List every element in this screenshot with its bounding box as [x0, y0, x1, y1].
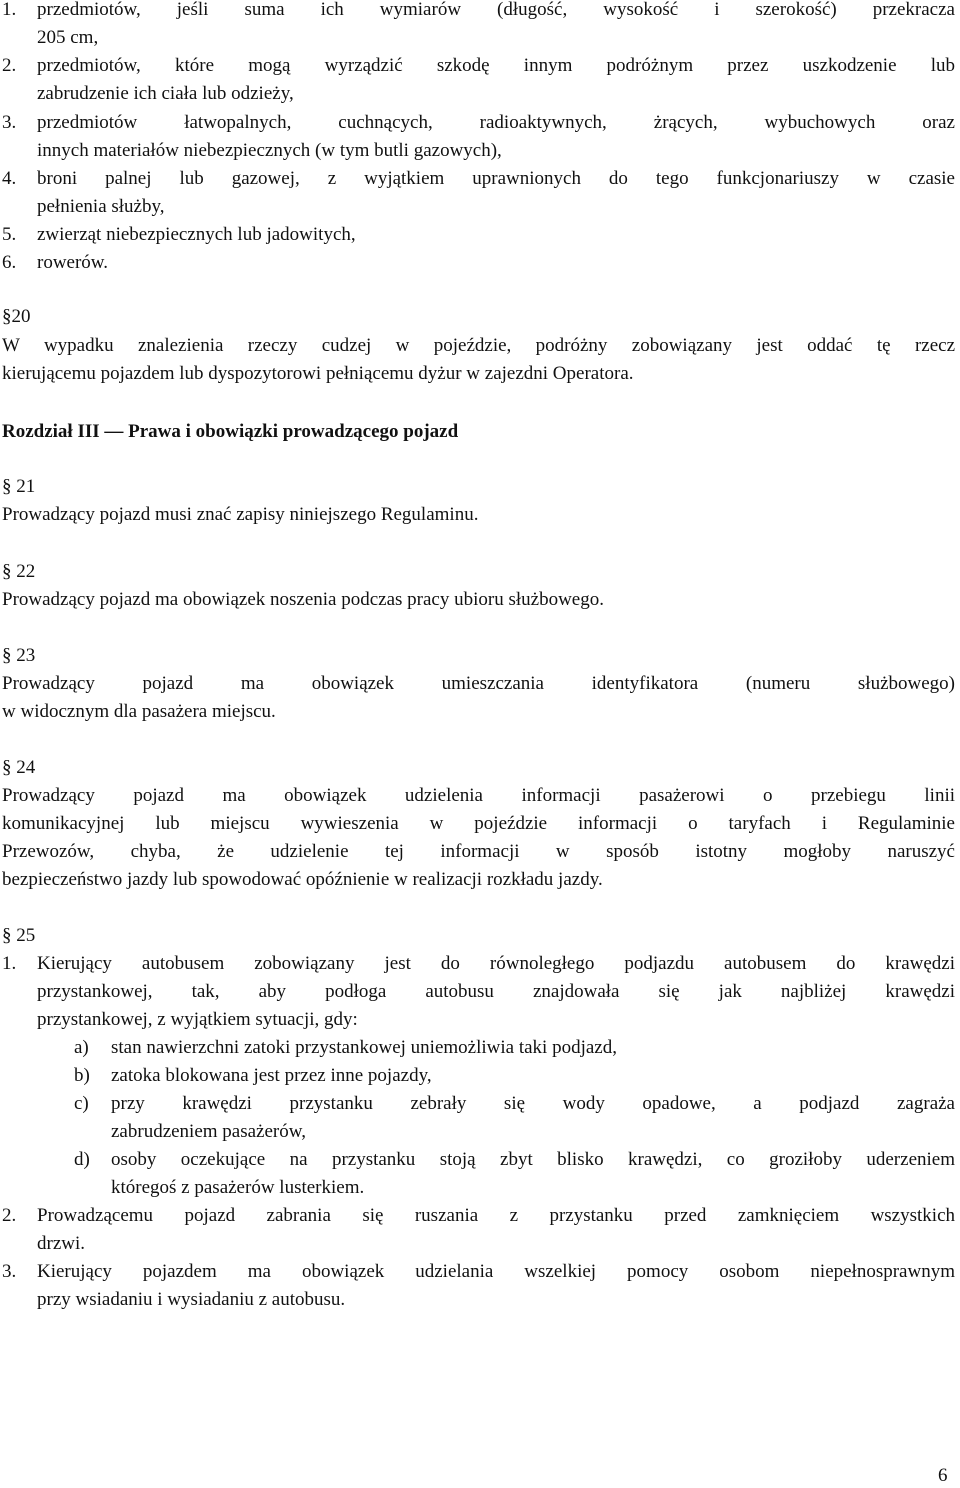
section-number — [2, 924, 35, 948]
section-sign: § — [2, 306, 12, 327]
section-text: w widocznym dla pasażera miejscu. — [2, 701, 276, 722]
list-item-number: 6. — [2, 252, 17, 273]
section-sign: § — [2, 925, 12, 946]
sub-item-text: zabrudzeniem pasażerów, — [111, 1121, 306, 1142]
list-item-text: drzwi. — [37, 1233, 86, 1254]
list-item-number: 5. — [2, 224, 17, 245]
section-text: W wypadku znalezienia rzeczy cudzej w pojeździe, podróżny zobowiązany jest oddać tę rzecz — [2, 335, 955, 356]
chapter-heading: Rozdział III — Prawa i obowiązki prowadzącego pojazd — [2, 421, 459, 442]
section-sign: § — [2, 645, 12, 666]
sub-item-letter: b) — [74, 1065, 90, 1086]
list-item-number: 4. — [2, 168, 17, 189]
section-text: Prowadzący pojazd ma obowiązek udzielenia informacji pasażerowi o przebiegu linii — [2, 785, 955, 806]
section-sign: § — [2, 561, 12, 582]
list-item-text: innych materiałów niebezpiecznych (w tym butli gazowych), — [37, 140, 502, 161]
list-item-number: 1. — [2, 0, 17, 20]
list-item-text: zwierząt niebezpiecznych lub jadowitych, — [37, 224, 356, 245]
list-item-text: przy wsiadaniu i wysiadaniu z autobusu. — [37, 1289, 346, 1310]
list-item-text: przedmiotów, które mogą wyrządzić szkodę innym podróżnym przez uszkodzenie lub — [37, 55, 955, 76]
list-item-number: 3. — [2, 112, 17, 133]
sub-item-text: osoby oczekujące na przystanku stoją zbyt blisko krawędzi, co groziłoby uderzeniem — [111, 1149, 955, 1170]
list-item-number: 3. — [2, 1261, 17, 1282]
sub-item-text: zatoka blokowana jest przez inne pojazdy, — [111, 1065, 432, 1086]
section-number-value: 25 — [16, 925, 36, 946]
list-item-text: przedmiotów łatwopalnych, cuchnących, radioaktywnych, żrących, wybuchowych oraz — [37, 112, 955, 133]
list-item-text: Prowadzącemu pojazd zabrania się ruszania z przystanku przed zamknięciem wszystkich — [37, 1205, 955, 1226]
list-item-text: Kierujący pojazdem ma obowiązek udzielania wszelkiej pomocy osobom niepełnosprawnym — [37, 1261, 955, 1282]
section-number-value: 21 — [16, 476, 36, 497]
section-number — [2, 475, 35, 499]
list-item-text: broni palnej lub gazowej, z wyjątkiem uprawnionych do tego funkcjonariuszy w czasie — [37, 168, 955, 189]
section-number-value: 20 — [11, 306, 31, 327]
section-text: komunikacyjnej lub miejscu wywieszenia w pojeździe informacji o taryfach i Regulaminie — [2, 813, 955, 834]
section-text: Prowadzący pojazd ma obowiązek umieszczania identyfikatora (numeru służbowego) — [2, 673, 955, 694]
list-item-text: rowerów. — [37, 252, 109, 273]
section-number-value: 22 — [16, 561, 36, 582]
list-item-text: 205 cm, — [37, 27, 99, 48]
list-item-text: pełnienia służby, — [37, 196, 165, 217]
sub-item-text: któregoś z pasażerów lusterkiem. — [111, 1177, 365, 1198]
sub-item-letter: c) — [74, 1093, 89, 1114]
section-number — [2, 560, 35, 584]
section-number-value: 24 — [16, 757, 36, 778]
section-number-value: 23 — [16, 645, 36, 666]
list-item-text: zabrudzenie ich ciała lub odzieży, — [37, 83, 294, 104]
list-item-text: przystankowej, tak, aby podłoga autobusu znajdowała się jak najbliżej krawędzi — [37, 981, 955, 1002]
section-number — [2, 305, 31, 329]
sub-item-letter: d) — [74, 1149, 90, 1170]
section-text: Przewozów, chyba, że udzielenie tej informacji w sposób istotny mogłoby naruszyć — [2, 841, 955, 862]
sub-item-text: przy krawędzi przystanku zebrały się wody opadowe, a podjazd zagraża — [111, 1093, 955, 1114]
section-text: bezpieczeństwo jazdy lub spowodować opóźnienie w realizacji rozkładu jazdy. — [2, 869, 603, 890]
sub-item-letter: a) — [74, 1037, 89, 1058]
section-text: Prowadzący pojazd musi znać zapisy niniejszego Regulaminu. — [2, 504, 479, 525]
list-item-text: Kierujący autobusem zobowiązany jest do równoległego podjazdu autobusem do krawędzi — [37, 953, 955, 974]
section-sign: § — [2, 757, 12, 778]
section-number — [2, 644, 35, 668]
section-text: kierującemu pojazdem lub dyspozytorowi pełniącemu dyżur w zajezdni Operatora. — [2, 363, 634, 384]
list-item-text: przedmiotów, jeśli suma ich wymiarów (długość, wysokość i szerokość) przekracza — [37, 0, 955, 20]
sub-item-text: stan nawierzchni zatoki przystankowej uniemożliwia taki podjazd, — [111, 1037, 617, 1058]
list-item-number: 2. — [2, 1205, 17, 1226]
section-sign: § — [2, 476, 12, 497]
page-number: 6 — [938, 1465, 948, 1486]
list-item-text: przystankowej, z wyjątkiem sytuacji, gdy: — [37, 1009, 358, 1030]
section-text: Prowadzący pojazd ma obowiązek noszenia podczas pracy ubioru służbowego. — [2, 589, 604, 610]
list-item-number: 1. — [2, 953, 17, 974]
list-item-number: 2. — [2, 55, 17, 76]
section-number — [2, 756, 35, 780]
